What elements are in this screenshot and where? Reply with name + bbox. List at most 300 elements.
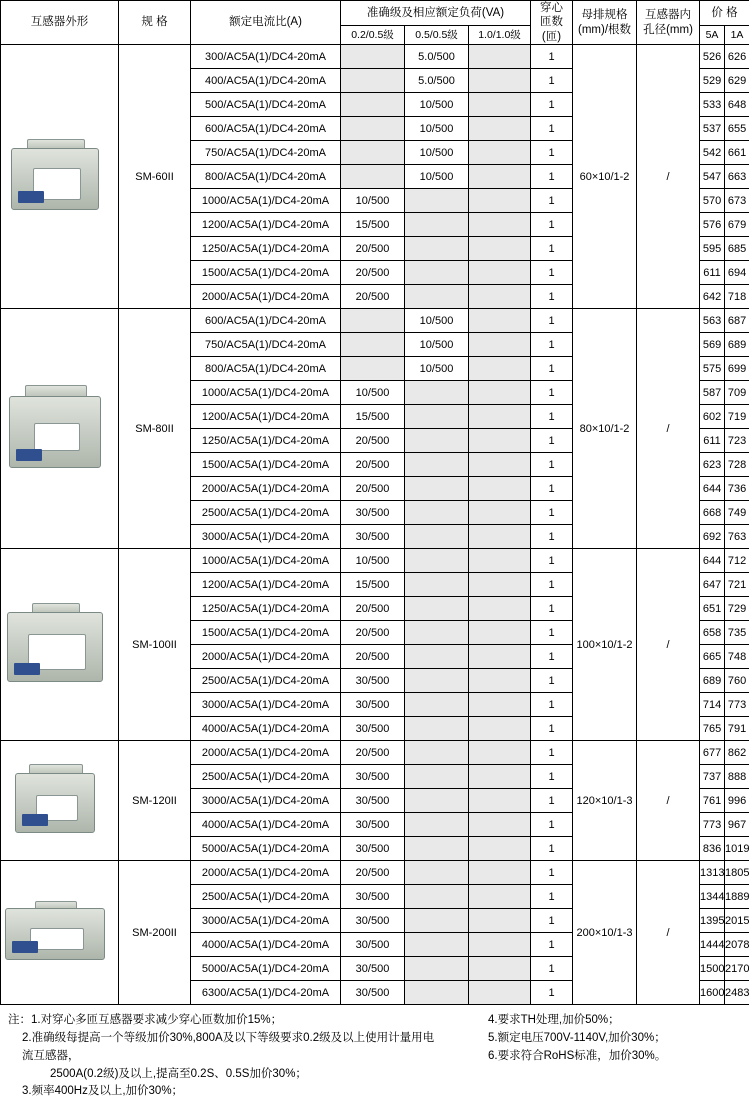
accuracy-1-cell: 20/500 xyxy=(341,429,405,453)
turns-cell: 1 xyxy=(531,549,573,573)
table-row xyxy=(1,45,749,69)
price-5a-cell: 1395 xyxy=(700,909,725,933)
accuracy-2-cell: 5.0/500 xyxy=(405,69,469,93)
bus-spec-cell: 200×10/1-3 xyxy=(573,861,637,1005)
price-1a-cell: 729 xyxy=(725,597,749,621)
header-price-5a: 5A xyxy=(700,26,725,45)
turns-cell: 1 xyxy=(531,957,573,981)
accuracy-3-cell xyxy=(469,237,531,261)
ct-drawing xyxy=(1,309,109,548)
accuracy-3-cell xyxy=(469,549,531,573)
turns-cell: 1 xyxy=(531,117,573,141)
turns-cell: 1 xyxy=(531,141,573,165)
accuracy-3-cell xyxy=(469,165,531,189)
ratio-cell: 1000/AC5A(1)/DC4-20mA xyxy=(191,189,341,213)
turns-cell: 1 xyxy=(531,597,573,621)
header-accuracy-02: 0.2/0.5级 xyxy=(341,26,405,45)
ratio-cell: 2000/AC5A(1)/DC4-20mA xyxy=(191,741,341,765)
accuracy-2-cell: 10/500 xyxy=(405,333,469,357)
accuracy-3-cell xyxy=(469,837,531,861)
accuracy-1-cell: 30/500 xyxy=(341,717,405,741)
accuracy-3-cell xyxy=(469,573,531,597)
ratio-cell: 1500/AC5A(1)/DC4-20mA xyxy=(191,621,341,645)
bus-spec-cell: 100×10/1-2 xyxy=(573,549,637,741)
accuracy-2-cell xyxy=(405,789,469,813)
price-1a-cell: 721 xyxy=(725,573,749,597)
accuracy-1-cell: 20/500 xyxy=(341,597,405,621)
accuracy-1-cell: 30/500 xyxy=(341,765,405,789)
turns-cell: 1 xyxy=(531,789,573,813)
price-1a-cell: 862 xyxy=(725,741,749,765)
accuracy-1-cell: 20/500 xyxy=(341,453,405,477)
turns-cell: 1 xyxy=(531,309,573,333)
accuracy-2-cell xyxy=(405,381,469,405)
price-1a-cell: 648 xyxy=(725,93,749,117)
ratio-cell: 4000/AC5A(1)/DC4-20mA xyxy=(191,813,341,837)
accuracy-3-cell xyxy=(469,429,531,453)
accuracy-2-cell: 10/500 xyxy=(405,357,469,381)
ratio-cell: 3000/AC5A(1)/DC4-20mA xyxy=(191,525,341,549)
price-1a-cell: 719 xyxy=(725,405,749,429)
price-1a-cell: 685 xyxy=(725,237,749,261)
turns-cell: 1 xyxy=(531,909,573,933)
ratio-cell: 600/AC5A(1)/DC4-20mA xyxy=(191,117,341,141)
price-5a-cell: 761 xyxy=(700,789,725,813)
accuracy-2-cell xyxy=(405,669,469,693)
ratio-cell: 750/AC5A(1)/DC4-20mA xyxy=(191,141,341,165)
ratio-cell: 4000/AC5A(1)/DC4-20mA xyxy=(191,933,341,957)
accuracy-1-cell: 20/500 xyxy=(341,861,405,885)
ct-drawing xyxy=(1,861,109,1004)
price-5a-cell: 689 xyxy=(700,669,725,693)
price-1a-cell: 2015 xyxy=(725,909,749,933)
turns-cell: 1 xyxy=(531,189,573,213)
price-1a-cell: 673 xyxy=(725,189,749,213)
note-line-5: 5.额定电压700V-1140V,加价30%； xyxy=(488,1030,748,1048)
turns-cell: 1 xyxy=(531,333,573,357)
ratio-cell: 2500/AC5A(1)/DC4-20mA xyxy=(191,765,341,789)
turns-cell: 1 xyxy=(531,93,573,117)
turns-cell: 1 xyxy=(531,813,573,837)
turns-cell: 1 xyxy=(531,573,573,597)
turns-cell: 1 xyxy=(531,285,573,309)
ratio-cell: 4000/AC5A(1)/DC4-20mA xyxy=(191,717,341,741)
ratio-cell: 300/AC5A(1)/DC4-20mA xyxy=(191,45,341,69)
accuracy-3-cell xyxy=(469,333,531,357)
table-row xyxy=(1,741,749,765)
price-5a-cell: 542 xyxy=(700,141,725,165)
price-1a-cell: 1889 xyxy=(725,885,749,909)
price-1a-cell: 689 xyxy=(725,333,749,357)
accuracy-3-cell xyxy=(469,357,531,381)
note-line-2: 2.准确级每提高一个等级加价30%,800A及以下等级要求0.2级及以上使用计量用电流互感器， xyxy=(8,1030,438,1066)
price-5a-cell: 547 xyxy=(700,165,725,189)
turns-cell: 1 xyxy=(531,837,573,861)
accuracy-1-cell: 30/500 xyxy=(341,885,405,909)
ct-housing xyxy=(7,612,103,682)
price-5a-cell: 765 xyxy=(700,717,725,741)
turns-cell: 1 xyxy=(531,861,573,885)
price-1a-cell: 996 xyxy=(725,789,749,813)
ct-shape xyxy=(15,764,95,838)
accuracy-3-cell xyxy=(469,93,531,117)
accuracy-2-cell xyxy=(405,813,469,837)
price-1a-cell: 679 xyxy=(725,213,749,237)
turns-cell: 1 xyxy=(531,453,573,477)
header-accuracy-10: 1.0/1.0级 xyxy=(469,26,531,45)
header-bus xyxy=(573,1,637,45)
accuracy-1-cell: 20/500 xyxy=(341,645,405,669)
accuracy-1-cell xyxy=(341,93,405,117)
ratio-cell: 2500/AC5A(1)/DC4-20mA xyxy=(191,669,341,693)
model-cell: SM-60II xyxy=(119,45,191,309)
header-turns xyxy=(531,1,573,45)
ratio-cell: 5000/AC5A(1)/DC4-20mA xyxy=(191,957,341,981)
accuracy-2-cell: 10/500 xyxy=(405,165,469,189)
accuracy-2-cell xyxy=(405,189,469,213)
price-5a-cell: 647 xyxy=(700,573,725,597)
accuracy-2-cell: 10/500 xyxy=(405,117,469,141)
price-5a-cell: 642 xyxy=(700,285,725,309)
turns-cell: 1 xyxy=(531,885,573,909)
ct-shape xyxy=(7,603,103,687)
price-1a-cell: 791 xyxy=(725,717,749,741)
price-1a-cell: 687 xyxy=(725,309,749,333)
price-1a-cell: 773 xyxy=(725,693,749,717)
accuracy-2-cell xyxy=(405,717,469,741)
accuracy-1-cell: 30/500 xyxy=(341,525,405,549)
accuracy-2-cell xyxy=(405,621,469,645)
accuracy-1-cell: 30/500 xyxy=(341,957,405,981)
note-line-3: 3.频率400Hz及以上,加价30%； xyxy=(8,1083,438,1101)
accuracy-1-cell: 15/500 xyxy=(341,573,405,597)
ct-product-image xyxy=(1,45,119,309)
accuracy-1-cell: 20/500 xyxy=(341,741,405,765)
price-5a-cell: 651 xyxy=(700,597,725,621)
header-accuracy: 准确级及相应额定负荷(VA) xyxy=(341,1,531,26)
accuracy-3-cell xyxy=(469,141,531,165)
price-5a-cell: 569 xyxy=(700,333,725,357)
accuracy-2-cell xyxy=(405,573,469,597)
header-bus-line2: (mm)/根数 xyxy=(573,23,636,37)
hole-diameter-cell: / xyxy=(637,741,700,861)
price-1a-cell: 709 xyxy=(725,381,749,405)
ratio-cell: 2000/AC5A(1)/DC4-20mA xyxy=(191,861,341,885)
accuracy-3-cell xyxy=(469,261,531,285)
ratio-cell: 2500/AC5A(1)/DC4-20mA xyxy=(191,885,341,909)
ct-product-image xyxy=(1,309,119,549)
header-turns-line1: 穿心 xyxy=(531,1,572,15)
price-5a-cell: 595 xyxy=(700,237,725,261)
accuracy-3-cell xyxy=(469,285,531,309)
ct-window xyxy=(30,928,84,950)
ratio-cell: 750/AC5A(1)/DC4-20mA xyxy=(191,333,341,357)
accuracy-1-cell xyxy=(341,141,405,165)
turns-cell: 1 xyxy=(531,213,573,237)
hole-diameter-cell: / xyxy=(637,549,700,741)
ct-shape xyxy=(9,385,101,473)
ct-product-image xyxy=(1,549,119,741)
hole-diameter-cell: / xyxy=(637,309,700,549)
ratio-cell: 1250/AC5A(1)/DC4-20mA xyxy=(191,429,341,453)
accuracy-1-cell: 30/500 xyxy=(341,789,405,813)
turns-cell: 1 xyxy=(531,621,573,645)
accuracy-1-cell xyxy=(341,69,405,93)
accuracy-1-cell: 30/500 xyxy=(341,813,405,837)
accuracy-3-cell xyxy=(469,645,531,669)
accuracy-1-cell xyxy=(341,117,405,141)
model-cell: SM-120II xyxy=(119,741,191,861)
price-1a-cell: 663 xyxy=(725,165,749,189)
price-1a-cell: 699 xyxy=(725,357,749,381)
accuracy-1-cell: 15/500 xyxy=(341,213,405,237)
accuracy-2-cell xyxy=(405,213,469,237)
turns-cell: 1 xyxy=(531,981,573,1005)
accuracy-1-cell: 30/500 xyxy=(341,669,405,693)
accuracy-1-cell: 30/500 xyxy=(341,693,405,717)
accuracy-3-cell xyxy=(469,525,531,549)
accuracy-2-cell xyxy=(405,645,469,669)
price-5a-cell: 611 xyxy=(700,429,725,453)
accuracy-3-cell xyxy=(469,765,531,789)
ct-housing xyxy=(5,908,105,960)
turns-cell: 1 xyxy=(531,357,573,381)
accuracy-1-cell xyxy=(341,45,405,69)
price-5a-cell: 563 xyxy=(700,309,725,333)
ratio-cell: 1250/AC5A(1)/DC4-20mA xyxy=(191,237,341,261)
price-5a-cell: 575 xyxy=(700,357,725,381)
ct-drawing xyxy=(1,45,109,308)
accuracy-1-cell: 20/500 xyxy=(341,621,405,645)
ratio-cell: 800/AC5A(1)/DC4-20mA xyxy=(191,357,341,381)
accuracy-3-cell xyxy=(469,693,531,717)
ratio-cell: 500/AC5A(1)/DC4-20mA xyxy=(191,93,341,117)
ratio-cell: 1500/AC5A(1)/DC4-20mA xyxy=(191,261,341,285)
hole-diameter-cell: / xyxy=(637,861,700,1005)
turns-cell: 1 xyxy=(531,405,573,429)
accuracy-1-cell xyxy=(341,309,405,333)
price-5a-cell: 570 xyxy=(700,189,725,213)
notes-section xyxy=(8,1012,743,1101)
ct-nameplate xyxy=(22,814,48,826)
accuracy-1-cell xyxy=(341,333,405,357)
ratio-cell: 3000/AC5A(1)/DC4-20mA xyxy=(191,789,341,813)
notes-left-column xyxy=(8,1012,438,1101)
accuracy-2-cell xyxy=(405,405,469,429)
price-1a-cell: 749 xyxy=(725,501,749,525)
turns-cell: 1 xyxy=(531,501,573,525)
accuracy-3-cell xyxy=(469,669,531,693)
accuracy-1-cell: 20/500 xyxy=(341,285,405,309)
bus-spec-cell: 80×10/1-2 xyxy=(573,309,637,549)
bus-spec-cell: 120×10/1-3 xyxy=(573,741,637,861)
turns-cell: 1 xyxy=(531,45,573,69)
accuracy-2-cell xyxy=(405,597,469,621)
accuracy-2-cell xyxy=(405,549,469,573)
accuracy-1-cell: 20/500 xyxy=(341,237,405,261)
accuracy-3-cell xyxy=(469,957,531,981)
header-price: 价 格 xyxy=(700,1,749,26)
ct-product-image xyxy=(1,741,119,861)
ratio-cell: 1500/AC5A(1)/DC4-20mA xyxy=(191,453,341,477)
price-1a-cell: 736 xyxy=(725,477,749,501)
header-bus-line1: 母排规格 xyxy=(573,8,636,22)
turns-cell: 1 xyxy=(531,933,573,957)
price-5a-cell: 529 xyxy=(700,69,725,93)
accuracy-1-cell: 10/500 xyxy=(341,189,405,213)
accuracy-1-cell xyxy=(341,357,405,381)
accuracy-3-cell xyxy=(469,381,531,405)
ct-shape xyxy=(5,901,105,965)
turns-cell: 1 xyxy=(531,741,573,765)
accuracy-3-cell xyxy=(469,189,531,213)
ct-drawing xyxy=(1,741,109,860)
price-5a-cell: 836 xyxy=(700,837,725,861)
ct-housing xyxy=(9,396,101,468)
accuracy-1-cell: 15/500 xyxy=(341,405,405,429)
accuracy-1-cell: 10/500 xyxy=(341,549,405,573)
ratio-cell: 600/AC5A(1)/DC4-20mA xyxy=(191,309,341,333)
price-1a-cell: 2078 xyxy=(725,933,749,957)
bus-spec-cell: 60×10/1-2 xyxy=(573,45,637,309)
note-line-1 xyxy=(8,1012,438,1030)
turns-cell: 1 xyxy=(531,717,573,741)
ratio-cell: 800/AC5A(1)/DC4-20mA xyxy=(191,165,341,189)
accuracy-1-cell: 30/500 xyxy=(341,837,405,861)
accuracy-1-cell: 20/500 xyxy=(341,477,405,501)
ratio-cell: 1000/AC5A(1)/DC4-20mA xyxy=(191,381,341,405)
accuracy-3-cell xyxy=(469,453,531,477)
ct-nameplate xyxy=(14,663,40,675)
note-1-text: 1.对穿心多匝互感器要求减少穿心匝数加价15%； xyxy=(31,1014,282,1026)
accuracy-3-cell xyxy=(469,909,531,933)
model-cell: SM-200II xyxy=(119,861,191,1005)
note-line-2b: 2500A(0.2级)及以上,提高至0.2S、0.5S加价30%； xyxy=(8,1066,438,1084)
turns-cell: 1 xyxy=(531,165,573,189)
price-5a-cell: 1344 xyxy=(700,885,725,909)
accuracy-1-cell: 30/500 xyxy=(341,501,405,525)
note-line-4: 4.要求TH处理,加价50%； xyxy=(488,1012,748,1030)
price-5a-cell: 714 xyxy=(700,693,725,717)
price-1a-cell: 748 xyxy=(725,645,749,669)
accuracy-3-cell xyxy=(469,741,531,765)
accuracy-2-cell xyxy=(405,477,469,501)
price-5a-cell: 644 xyxy=(700,477,725,501)
price-1a-cell: 967 xyxy=(725,813,749,837)
price-5a-cell: 1500 xyxy=(700,957,725,981)
price-5a-cell: 692 xyxy=(700,525,725,549)
turns-cell: 1 xyxy=(531,765,573,789)
accuracy-2-cell xyxy=(405,693,469,717)
ratio-cell: 1200/AC5A(1)/DC4-20mA xyxy=(191,213,341,237)
price-5a-cell: 526 xyxy=(700,45,725,69)
note-line-6: 6.要求符合RoHS标准，加价30%。 xyxy=(488,1048,748,1066)
accuracy-3-cell xyxy=(469,309,531,333)
accuracy-3-cell xyxy=(469,981,531,1005)
accuracy-3-cell xyxy=(469,885,531,909)
price-1a-cell: 712 xyxy=(725,549,749,573)
price-5a-cell: 623 xyxy=(700,453,725,477)
header-price-1a: 1A xyxy=(725,26,749,45)
accuracy-2-cell xyxy=(405,453,469,477)
price-5a-cell: 677 xyxy=(700,741,725,765)
table-row xyxy=(1,861,749,885)
turns-cell: 1 xyxy=(531,261,573,285)
ratio-cell: 2000/AC5A(1)/DC4-20mA xyxy=(191,645,341,669)
ct-shape xyxy=(11,139,99,215)
ratio-cell: 3000/AC5A(1)/DC4-20mA xyxy=(191,693,341,717)
price-1a-cell: 735 xyxy=(725,621,749,645)
table-header xyxy=(1,1,749,45)
price-5a-cell: 668 xyxy=(700,501,725,525)
model-cell: SM-100II xyxy=(119,549,191,741)
ratio-cell: 400/AC5A(1)/DC4-20mA xyxy=(191,69,341,93)
ratio-cell: 6300/AC5A(1)/DC4-20mA xyxy=(191,981,341,1005)
ratio-cell: 5000/AC5A(1)/DC4-20mA xyxy=(191,837,341,861)
ratio-cell: 1000/AC5A(1)/DC4-20mA xyxy=(191,549,341,573)
ratio-cell: 1200/AC5A(1)/DC4-20mA xyxy=(191,573,341,597)
accuracy-1-cell xyxy=(341,165,405,189)
price-5a-cell: 1313 xyxy=(700,861,725,885)
header-hole-line1: 互感器内 xyxy=(637,8,699,22)
price-1a-cell: 661 xyxy=(725,141,749,165)
table-row xyxy=(1,309,749,333)
accuracy-2-cell: 10/500 xyxy=(405,309,469,333)
ct-nameplate xyxy=(18,191,44,203)
ratio-cell: 2000/AC5A(1)/DC4-20mA xyxy=(191,285,341,309)
accuracy-3-cell xyxy=(469,861,531,885)
table-body xyxy=(1,45,749,1005)
price-5a-cell: 576 xyxy=(700,213,725,237)
price-5a-cell: 1444 xyxy=(700,933,725,957)
accuracy-3-cell xyxy=(469,117,531,141)
table-row xyxy=(1,549,749,573)
accuracy-3-cell xyxy=(469,597,531,621)
ratio-cell: 2000/AC5A(1)/DC4-20mA xyxy=(191,477,341,501)
accuracy-2-cell xyxy=(405,909,469,933)
notes-right-column xyxy=(488,1012,748,1065)
accuracy-2-cell: 10/500 xyxy=(405,93,469,117)
price-5a-cell: 537 xyxy=(700,117,725,141)
accuracy-3-cell xyxy=(469,933,531,957)
accuracy-1-cell: 20/500 xyxy=(341,261,405,285)
price-1a-cell: 626 xyxy=(725,45,749,69)
model-cell: SM-80II xyxy=(119,309,191,549)
price-1a-cell: 763 xyxy=(725,525,749,549)
accuracy-2-cell xyxy=(405,885,469,909)
accuracy-2-cell xyxy=(405,261,469,285)
price-1a-cell: 888 xyxy=(725,765,749,789)
accuracy-2-cell xyxy=(405,861,469,885)
accuracy-3-cell xyxy=(469,789,531,813)
ct-product-image xyxy=(1,861,119,1005)
turns-cell: 1 xyxy=(531,669,573,693)
ct-window xyxy=(34,423,80,451)
turns-cell: 1 xyxy=(531,69,573,93)
accuracy-3-cell xyxy=(469,813,531,837)
accuracy-2-cell xyxy=(405,933,469,957)
accuracy-2-cell xyxy=(405,981,469,1005)
accuracy-2-cell xyxy=(405,429,469,453)
accuracy-2-cell xyxy=(405,957,469,981)
price-1a-cell: 2483 xyxy=(725,981,749,1005)
price-5a-cell: 737 xyxy=(700,765,725,789)
header-shape: 互感器外形 xyxy=(1,1,119,45)
turns-cell: 1 xyxy=(531,525,573,549)
header-accuracy-05: 0.5/0.5级 xyxy=(405,26,469,45)
header-turns-line2: 匝数 xyxy=(531,15,572,29)
turns-cell: 1 xyxy=(531,237,573,261)
